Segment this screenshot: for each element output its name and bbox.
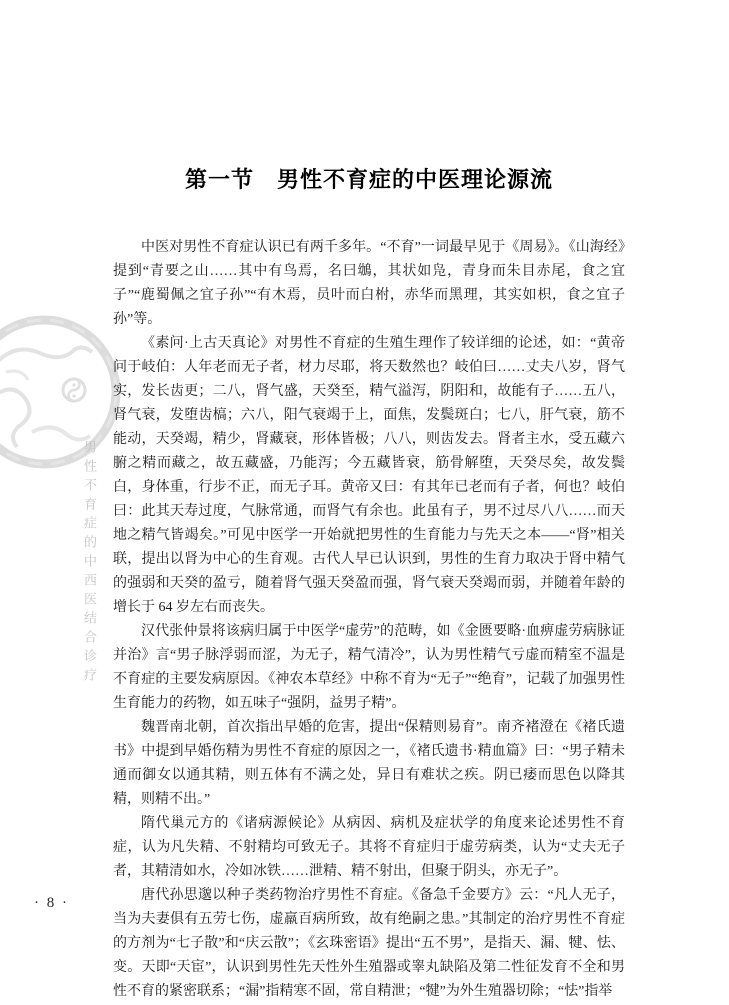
page-number: · 8 · — [34, 895, 69, 911]
body-paragraph: 唐代孙思邈以种子类药物治疗男性不育症。《备急千金要方》云：“凡人无子，当为夫妻俱有五劳七伤，虚羸百病所致，故有绝嗣之患。”其制定的治疗男性不育症的方剂为“七子散”和“庆云散”；《玄珠密语》提出“五不男”，是指天、漏、犍、怯、变。天即“天宦”，认识到男性先天性外生殖器或睾丸缺陷及第二性征发育不全和男性不育的紧密联系；“漏”指精寒不固，常自精泄；“犍”为外生殖器切除；“怯”指举 — [113, 888, 625, 999]
body-text-block — [113, 236, 625, 1004]
body-paragraph: 隋代巢元方的《诸病源候论》从病因、病机及症状学的角度来论述男性不育症，认为凡失精、不射精均可致无子。其将不育症归于虚劳病类，认为“丈夫无子者，其精清如水，冷如冰铁……泄精、精不射出，但聚于阴头，亦无子”。 — [113, 816, 625, 879]
body-paragraph: 中医对男性不育症认识已有两千多年。“不育”一词最早见于《周易》。《山海经》提到“青要之山……其中有鸟焉，名曰鴢，其状如凫，青身而朱目赤尾，食之宜子”“鹿蜀佩之宜子孙”“有木焉，员叶而白柎，赤华而黑理，其实如枳，食之宜子孙”等。 — [113, 240, 625, 327]
page-content — [113, 163, 625, 1004]
section-title: 第一节 男性不育症的中医理论源流 — [184, 167, 553, 192]
body-paragraph: 《素问·上古天真论》对男性不育症的生殖生理作了较详细的论述，如：“黄帝问于岐伯：人年老而无子者，材力尽耶，将天数然也？岐伯曰……丈夫八岁，肾气实，发长齿更；二八，肾气盛，天癸至，精气溢泻，阴阳和，故能有子……五八，肾气衰，发堕齿槁；六八，阳气衰竭于上，面焦，发鬓斑白；七八，肝气衰，筋不能动，天癸竭，精少，肾藏衰，形体皆极；八八，则齿发去。肾者主水，受五藏六腑之精而藏之，故五藏盛，乃能泻；今五藏皆衰，筋骨解堕，天癸尽矣，故发鬓白，身体重，行步不正，而无子耳。黄帝又曰：有其年已老而有子者，何也？岐伯曰：此其天寿过度，气脉常通，而肾气有余也。此虽有子，男不过尽八八……而天地之精气皆竭矣。”可见中医学一开始就把男性的生育能力与先天之本——“肾”相关联，提出以肾为中心的生育观。古代人早已认识到，男性的生育力取决于肾中精气的强弱和天癸的盈亏，随着肾气强天癸盈而强，肾气衰天癸竭而弱，并随着年龄的增长于 64 岁左右而丧失。 — [113, 336, 625, 615]
sidebar-vertical-book-title: 男性不育症的中西医结合诊疗 — [82, 440, 97, 687]
body-paragraph: 魏晋南北朝，首次指出早婚的危害，提出“保精则易育”。南齐褚澄在《褚氏遗书》中提到早婚伤精为男性不育症的原因之一，《褚氏遗书·精血篇》曰：“男子精未通而御女以通其精，则五体有不满之处，异日有难状之疾。阴已痿而思色以降其精，则精不出。” — [113, 720, 625, 807]
body-paragraph: 汉代张仲景将该病归属于中医学“虚劳”的范畴，如《金匮要略·血痹虚劳病脉证并治》言“男子脉浮弱而涩，为无子，精气清冷”，认为男性精气亏虚而精室不温是不育症的主要发病原因。《神农本草经》中称不育为“无子”“绝育”，记载了加强男性生育能力的药物，如五味子“强阴，益男子精”。 — [113, 624, 625, 711]
